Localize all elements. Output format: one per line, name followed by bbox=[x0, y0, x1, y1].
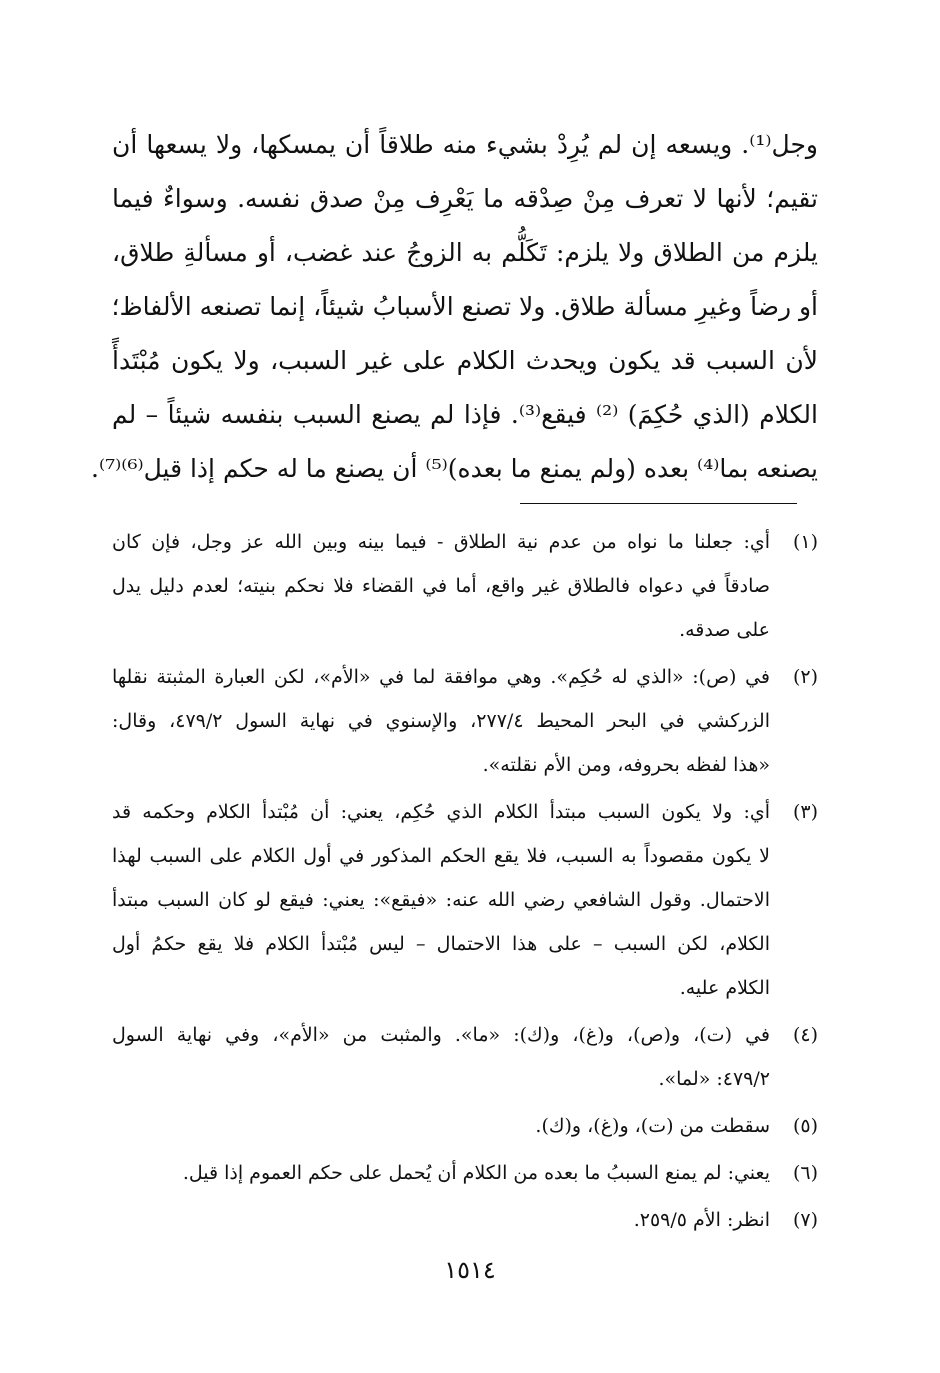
main-text-line: وجل⁽¹⁾. ويسعه إن لم يُرِدْ بشيء منه طلاقاً أن يمسكها، ولا يسعها أن bbox=[112, 130, 818, 159]
footnote-line: في (ص): «الذي له حُكِم». وهي موافقة لما في «الأم»، لكن العبارة المثبتة نقلها bbox=[112, 666, 770, 688]
main-text-line: لأن السبب قد يكون ويحدث الكلام على غير السبب، ولا يكون مُبْتَدأً bbox=[112, 346, 818, 375]
main-text-line: تقيم؛ لأنها لا تعرف مِنْ صِدْقه ما يَعْرِف مِنْ صدق نفسه. وسواءٌ فيما bbox=[112, 184, 818, 213]
footnote-3 bbox=[112, 790, 818, 1010]
footnote-line: الكلام، لكن السبب – على هذا الاحتمال – ليس مُبْتدأ الكلام فلا يقع حكمُ أول bbox=[112, 933, 770, 955]
footnote-line: الكلام عليه. bbox=[679, 977, 770, 999]
footnotes bbox=[112, 520, 818, 1245]
footnote-1 bbox=[112, 520, 818, 652]
footnote-line: صادقاً في دعواه فالطلاق غير واقع، أما في القضاء فلا نحكم بنيته؛ لعدم دليل يدل bbox=[112, 575, 770, 597]
footnote-number: (٥) bbox=[792, 1115, 818, 1137]
footnote-line: في (ت)، و(ص)، و(غ)، و(ك): «ما». والمثبت من «الأم»، وفي نهاية السول bbox=[112, 1024, 770, 1046]
main-text-line: أو رضاً وغيرِ مسألة طلاق. ولا تصنع الأسبابُ شيئاً، إنما تصنعه الألفاظ؛ bbox=[111, 292, 818, 321]
main-text-line: يصنعه بما⁽⁴⁾ بعده (ولم يمنع ما بعده)⁽⁵⁾ أن يصنع ما له حكم إذا قيل⁽⁶⁾⁽⁷⁾. bbox=[91, 454, 818, 483]
footnote-number: (٣) bbox=[792, 801, 818, 823]
footnote-line: «هذا لفظه بحروفه، ومن الأم نقلته». bbox=[482, 754, 770, 776]
footnote-line: سقطت من (ت)، و(غ)، و(ك). bbox=[535, 1115, 770, 1137]
main-text-line: الكلام (الذي حُكِمَ) ⁽²⁾ فيقع⁽³⁾. فإذا لم يصنع السبب بنفسه شيئاً – لم bbox=[112, 400, 818, 429]
main-text bbox=[91, 118, 818, 496]
footnote-7 bbox=[112, 1198, 818, 1242]
footnote-2 bbox=[112, 655, 818, 787]
footnote-number: (٧) bbox=[792, 1209, 818, 1231]
footnote-number: (٦) bbox=[792, 1162, 818, 1184]
footnote-number: (٢) bbox=[792, 666, 818, 688]
footnote-line: أي: ولا يكون السبب مبتدأ الكلام الذي حُكِم، يعني: أن مُبْتدأ الكلام وحكمه قد bbox=[112, 801, 770, 823]
footnote-number: (٤) bbox=[792, 1024, 818, 1046]
footnote-line: ٤٧٩/٢: «لما». bbox=[658, 1068, 770, 1090]
footnote-line: الزركشي في البحر المحيط ٢٧٧/٤، والإسنوي في نهاية السول ٤٧٩/٢، وقال: bbox=[112, 710, 770, 732]
page-number: ١٥١٤ bbox=[444, 1256, 496, 1284]
footnote-4 bbox=[112, 1013, 818, 1101]
footnote-line: على صدقه. bbox=[679, 619, 770, 641]
footnote-line: لا يكون مقصوداً به السبب، فلا يقع الحكم المذكور في أول الكلام على السبب لهذا bbox=[112, 845, 770, 867]
footnote-5 bbox=[112, 1104, 818, 1148]
footnote-line: انظر: الأم ٢٥٩/٥. bbox=[633, 1209, 770, 1231]
footnote-line: يعني: لم يمنع السببُ ما بعده من الكلام أن يُحمل على حكم العموم إذا قيل. bbox=[182, 1162, 770, 1184]
footnote-number: (١) bbox=[792, 531, 818, 553]
footnote-line: الاحتمال. وقول الشافعي رضي الله عنه: «فيقع»: يعني: فيقع لو كان السبب مبتدأ bbox=[112, 889, 770, 911]
footnote-6 bbox=[112, 1151, 818, 1195]
footnote-line: أي: جعلنا ما نواه من عدم نية الطلاق - فيما بينه وبين الله عز وجل، فإن كان bbox=[112, 531, 770, 553]
main-text-line: يلزم من الطلاق ولا يلزم: تَكَلُّم به الزوجُ عند غضب، أو مسألةِ طلاق، bbox=[112, 238, 818, 267]
footnote-divider bbox=[520, 503, 797, 504]
